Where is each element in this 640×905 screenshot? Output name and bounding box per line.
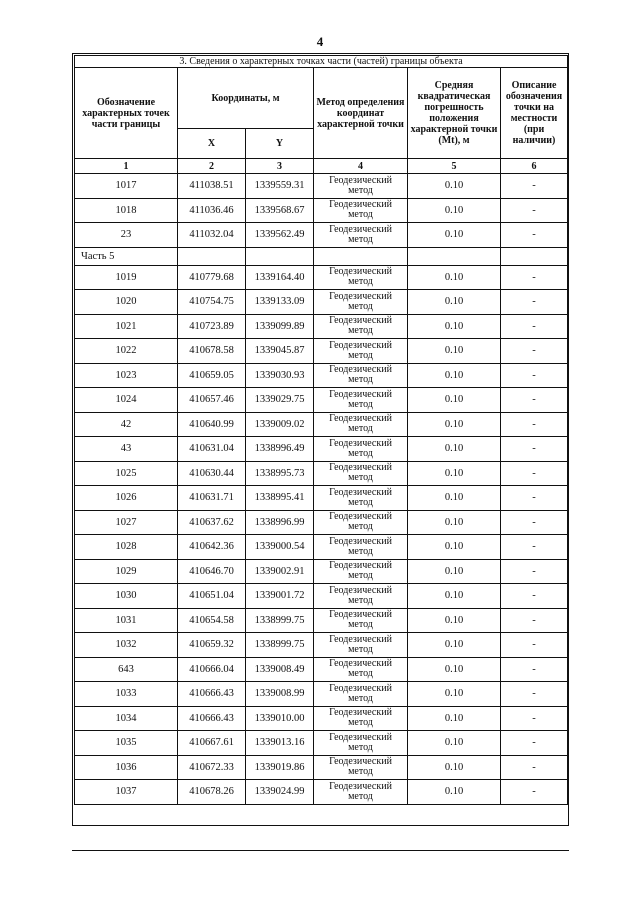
- method-cell: [314, 290, 408, 315]
- y-coordinate-cell: 1339559.31: [246, 174, 314, 199]
- x-coordinate-cell: 410642.36: [178, 535, 246, 560]
- x-coordinate-cell: 410667.61: [178, 731, 246, 756]
- point-id-cell: 1019: [75, 265, 178, 290]
- method-cell: [314, 608, 408, 633]
- header-designation: Обозначение характерных точек части границы: [75, 68, 178, 159]
- point-id-cell: 1035: [75, 731, 178, 756]
- method-text: Геодезический метод: [329, 413, 392, 435]
- error-cell: 0.10: [408, 510, 501, 535]
- method-cell: [314, 731, 408, 756]
- error-cell: 0.10: [408, 388, 501, 413]
- description-cell: -: [501, 706, 568, 731]
- table-row: [75, 706, 568, 731]
- description-cell: -: [501, 290, 568, 315]
- description-cell: -: [501, 731, 568, 756]
- y-coordinate-cell: 1339045.87: [246, 339, 314, 364]
- y-coordinate-cell: 1339000.54: [246, 535, 314, 560]
- table-row: [75, 461, 568, 486]
- error-cell: 0.10: [408, 657, 501, 682]
- method-cell: [314, 412, 408, 437]
- header-error: Средняя квадратическая погрешность положения характерной точки (Mt), м: [408, 68, 501, 159]
- error-cell: 0.10: [408, 731, 501, 756]
- description-cell: -: [501, 780, 568, 805]
- description-cell: -: [501, 559, 568, 584]
- point-id-cell: 43: [75, 437, 178, 462]
- method-text: Геодезический метод: [329, 315, 392, 337]
- y-coordinate-cell: 1339568.67: [246, 198, 314, 223]
- point-id-cell: 1030: [75, 584, 178, 609]
- header-coordinates: Координаты, м: [178, 68, 314, 129]
- x-coordinate-cell: 410678.26: [178, 780, 246, 805]
- x-coordinate-cell: 410672.33: [178, 755, 246, 780]
- method-text: Геодезический метод: [329, 174, 392, 196]
- x-coordinate-cell: 410723.89: [178, 314, 246, 339]
- y-coordinate-cell: 1339001.72: [246, 584, 314, 609]
- point-id-cell: 1034: [75, 706, 178, 731]
- method-text: Геодезический метод: [329, 388, 392, 410]
- y-coordinate-cell: 1339030.93: [246, 363, 314, 388]
- error-cell: 0.10: [408, 608, 501, 633]
- method-cell: [314, 633, 408, 658]
- column-number: 3: [246, 159, 314, 174]
- method-text: Геодезический метод: [329, 339, 392, 361]
- point-id-cell: 643: [75, 657, 178, 682]
- description-cell: -: [501, 486, 568, 511]
- method-text: Геодезический метод: [329, 199, 392, 221]
- table-row: [75, 657, 568, 682]
- method-cell: [314, 510, 408, 535]
- x-coordinate-cell: 410779.68: [178, 265, 246, 290]
- y-coordinate-cell: 1338996.49: [246, 437, 314, 462]
- bottom-rule: [72, 850, 569, 851]
- method-text: Геодезический метод: [329, 633, 392, 655]
- y-coordinate-cell: 1339099.89: [246, 314, 314, 339]
- table-row: [75, 437, 568, 462]
- error-cell: 0.10: [408, 437, 501, 462]
- table-row: [75, 388, 568, 413]
- x-coordinate-cell: 410631.71: [178, 486, 246, 511]
- point-id-cell: 1024: [75, 388, 178, 413]
- x-coordinate-cell: 410754.75: [178, 290, 246, 315]
- error-cell: 0.10: [408, 198, 501, 223]
- method-text: Геодезический метод: [329, 364, 392, 386]
- section-title-row: [75, 56, 568, 68]
- header-y: Y: [246, 129, 314, 159]
- point-id-cell: 1033: [75, 682, 178, 707]
- point-id-cell: 23: [75, 223, 178, 248]
- y-coordinate-cell: 1338999.75: [246, 608, 314, 633]
- table-row: [75, 198, 568, 223]
- point-id-cell: 1021: [75, 314, 178, 339]
- part-label: Часть 5: [75, 247, 178, 265]
- error-cell: 0.10: [408, 780, 501, 805]
- error-cell: 0.10: [408, 412, 501, 437]
- description-cell: -: [501, 198, 568, 223]
- x-coordinate-cell: 411032.04: [178, 223, 246, 248]
- table-row: [75, 682, 568, 707]
- method-text: Геодезический метод: [329, 682, 392, 704]
- y-coordinate-cell: 1339019.86: [246, 755, 314, 780]
- point-id-cell: 1036: [75, 755, 178, 780]
- method-cell: [314, 706, 408, 731]
- table-row: [75, 314, 568, 339]
- x-coordinate-cell: 410659.05: [178, 363, 246, 388]
- y-coordinate-cell: 1338996.99: [246, 510, 314, 535]
- x-coordinate-cell: 410630.44: [178, 461, 246, 486]
- y-coordinate-cell: 1339133.09: [246, 290, 314, 315]
- header-x: X: [178, 129, 246, 159]
- point-id-cell: 1027: [75, 510, 178, 535]
- description-cell: -: [501, 223, 568, 248]
- column-number: 6: [501, 159, 568, 174]
- method-cell: [314, 437, 408, 462]
- x-coordinate-cell: 410631.04: [178, 437, 246, 462]
- y-coordinate-cell: 1339008.49: [246, 657, 314, 682]
- point-id-cell: 1028: [75, 535, 178, 560]
- x-coordinate-cell: 410651.04: [178, 584, 246, 609]
- method-cell: [314, 559, 408, 584]
- error-cell: 0.10: [408, 486, 501, 511]
- method-text: Геодезический метод: [329, 658, 392, 680]
- error-cell: 0.10: [408, 290, 501, 315]
- description-cell: -: [501, 437, 568, 462]
- table-row: [75, 731, 568, 756]
- point-id-cell: 1029: [75, 559, 178, 584]
- table-row: [75, 363, 568, 388]
- y-coordinate-cell: 1339164.40: [246, 265, 314, 290]
- point-id-cell: 1025: [75, 461, 178, 486]
- y-coordinate-cell: 1339013.16: [246, 731, 314, 756]
- section-title: 3. Сведения о характерных точках части (частей) границы объекта: [75, 56, 568, 68]
- table-row: [75, 265, 568, 290]
- method-text: Геодезический метод: [329, 731, 392, 753]
- description-cell: -: [501, 388, 568, 413]
- error-cell: 0.10: [408, 755, 501, 780]
- description-cell: -: [501, 363, 568, 388]
- method-cell: [314, 584, 408, 609]
- description-cell: -: [501, 314, 568, 339]
- method-text: Геодезический метод: [329, 535, 392, 557]
- y-coordinate-cell: 1338999.75: [246, 633, 314, 658]
- x-coordinate-cell: 410666.43: [178, 682, 246, 707]
- empty-cell: [408, 247, 501, 265]
- y-coordinate-cell: 1339029.75: [246, 388, 314, 413]
- table-row: [75, 780, 568, 805]
- x-coordinate-cell: 410666.04: [178, 657, 246, 682]
- column-number: 4: [314, 159, 408, 174]
- table-row: [75, 486, 568, 511]
- error-cell: 0.10: [408, 559, 501, 584]
- point-id-cell: 1032: [75, 633, 178, 658]
- method-cell: [314, 755, 408, 780]
- error-cell: 0.10: [408, 535, 501, 560]
- table-row: [75, 223, 568, 248]
- method-cell: [314, 174, 408, 199]
- method-text: Геодезический метод: [329, 437, 392, 459]
- y-coordinate-cell: 1339024.99: [246, 780, 314, 805]
- x-coordinate-cell: 410637.62: [178, 510, 246, 535]
- method-cell: [314, 388, 408, 413]
- y-coordinate-cell: 1339010.00: [246, 706, 314, 731]
- method-text: Геодезический метод: [329, 780, 392, 802]
- point-id-cell: 42: [75, 412, 178, 437]
- error-cell: 0.10: [408, 633, 501, 658]
- column-number: 2: [178, 159, 246, 174]
- method-text: Геодезический метод: [329, 486, 392, 508]
- header-method: Метод определения координат характерной точки: [314, 68, 408, 159]
- error-cell: 0.10: [408, 223, 501, 248]
- error-cell: 0.10: [408, 682, 501, 707]
- x-coordinate-cell: 410666.43: [178, 706, 246, 731]
- point-id-cell: 1031: [75, 608, 178, 633]
- point-id-cell: 1017: [75, 174, 178, 199]
- y-coordinate-cell: 1338995.73: [246, 461, 314, 486]
- method-cell: [314, 265, 408, 290]
- table-body: [75, 56, 568, 805]
- table-row: [75, 412, 568, 437]
- y-coordinate-cell: 1339562.49: [246, 223, 314, 248]
- header-description: Описание обозначения точки на местности (при наличии): [501, 68, 568, 159]
- description-cell: -: [501, 584, 568, 609]
- empty-cell: [501, 247, 568, 265]
- x-coordinate-cell: 410657.46: [178, 388, 246, 413]
- method-cell: [314, 314, 408, 339]
- error-cell: 0.10: [408, 314, 501, 339]
- point-id-cell: 1037: [75, 780, 178, 805]
- method-cell: [314, 486, 408, 511]
- column-number: 1: [75, 159, 178, 174]
- empty-cell: [178, 247, 246, 265]
- table-row: [75, 535, 568, 560]
- y-coordinate-cell: 1339008.99: [246, 682, 314, 707]
- error-cell: 0.10: [408, 363, 501, 388]
- method-cell: [314, 535, 408, 560]
- point-id-cell: 1022: [75, 339, 178, 364]
- description-cell: -: [501, 608, 568, 633]
- error-cell: 0.10: [408, 706, 501, 731]
- method-cell: [314, 682, 408, 707]
- description-cell: -: [501, 535, 568, 560]
- description-cell: -: [501, 412, 568, 437]
- description-cell: -: [501, 174, 568, 199]
- method-cell: [314, 223, 408, 248]
- y-coordinate-cell: 1338995.41: [246, 486, 314, 511]
- empty-cell: [314, 247, 408, 265]
- table-row: [75, 290, 568, 315]
- method-text: Геодезический метод: [329, 223, 392, 245]
- table-row: [75, 339, 568, 364]
- method-text: Геодезический метод: [329, 462, 392, 484]
- point-id-cell: 1018: [75, 198, 178, 223]
- y-coordinate-cell: 1339002.91: [246, 559, 314, 584]
- point-id-cell: 1023: [75, 363, 178, 388]
- table-row: [75, 174, 568, 199]
- table-row: [75, 559, 568, 584]
- method-text: Геодезический метод: [329, 560, 392, 582]
- table-row: [75, 510, 568, 535]
- table-row: [75, 584, 568, 609]
- description-cell: -: [501, 510, 568, 535]
- description-cell: -: [501, 265, 568, 290]
- page-number: 4: [316, 34, 324, 49]
- method-text: Геодезический метод: [329, 584, 392, 606]
- table-row: [75, 633, 568, 658]
- description-cell: -: [501, 461, 568, 486]
- description-cell: -: [501, 682, 568, 707]
- method-text: Геодезический метод: [329, 756, 392, 778]
- column-number-row: [75, 159, 568, 174]
- table-row: [75, 755, 568, 780]
- method-cell: [314, 657, 408, 682]
- characteristic-points-table: [74, 55, 568, 805]
- column-number: 5: [408, 159, 501, 174]
- empty-cell: [246, 247, 314, 265]
- method-cell: [314, 339, 408, 364]
- error-cell: 0.10: [408, 265, 501, 290]
- x-coordinate-cell: 411036.46: [178, 198, 246, 223]
- method-text: Геодезический метод: [329, 266, 392, 288]
- table-row: [75, 608, 568, 633]
- header-row: [75, 68, 568, 129]
- method-text: Геодезический метод: [329, 290, 392, 312]
- description-cell: -: [501, 339, 568, 364]
- method-cell: [314, 198, 408, 223]
- error-cell: 0.10: [408, 174, 501, 199]
- error-cell: 0.10: [408, 584, 501, 609]
- method-text: Геодезический метод: [329, 707, 392, 729]
- x-coordinate-cell: 411038.51: [178, 174, 246, 199]
- description-cell: -: [501, 633, 568, 658]
- method-text: Геодезический метод: [329, 511, 392, 533]
- method-cell: [314, 461, 408, 486]
- part-row: [75, 247, 568, 265]
- description-cell: -: [501, 755, 568, 780]
- point-id-cell: 1020: [75, 290, 178, 315]
- x-coordinate-cell: 410640.99: [178, 412, 246, 437]
- method-cell: [314, 780, 408, 805]
- error-cell: 0.10: [408, 461, 501, 486]
- point-id-cell: 1026: [75, 486, 178, 511]
- method-cell: [314, 363, 408, 388]
- x-coordinate-cell: 410659.32: [178, 633, 246, 658]
- x-coordinate-cell: 410654.58: [178, 608, 246, 633]
- x-coordinate-cell: 410678.58: [178, 339, 246, 364]
- method-text: Геодезический метод: [329, 609, 392, 631]
- x-coordinate-cell: 410646.70: [178, 559, 246, 584]
- description-cell: -: [501, 657, 568, 682]
- y-coordinate-cell: 1339009.02: [246, 412, 314, 437]
- error-cell: 0.10: [408, 339, 501, 364]
